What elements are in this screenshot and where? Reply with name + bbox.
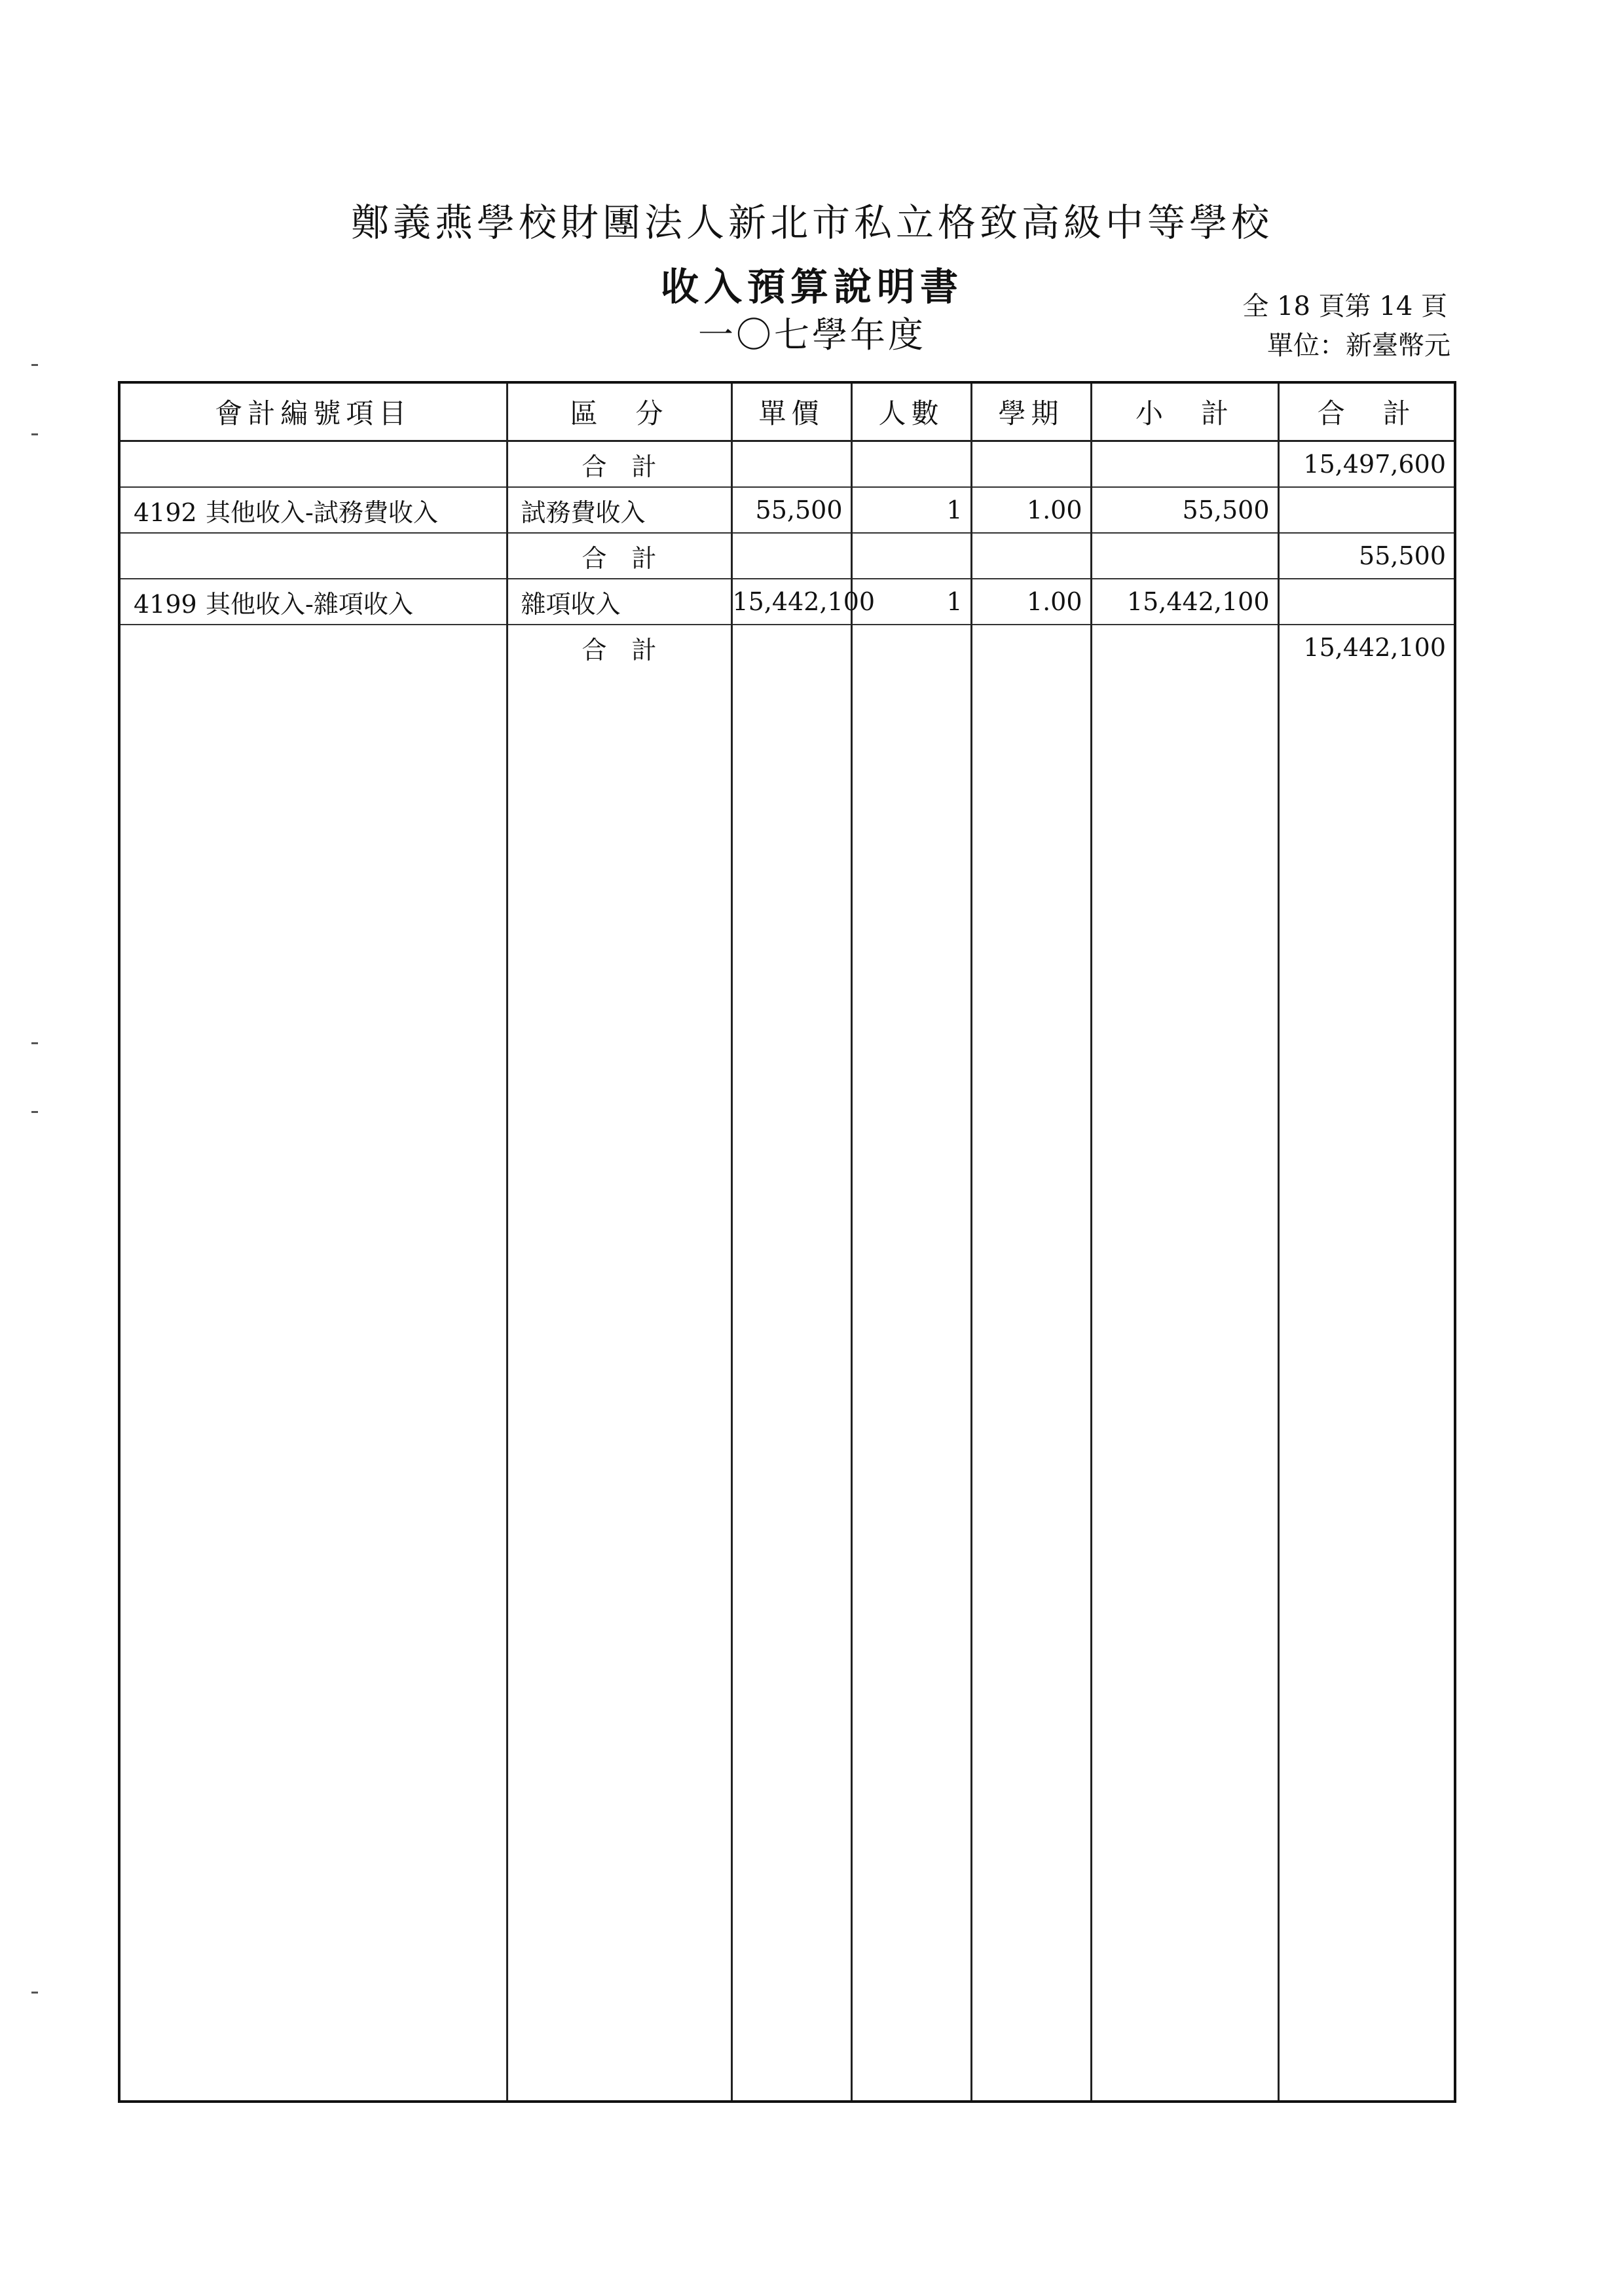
- column-header-total: 合 計: [1278, 384, 1454, 441]
- account-item: 其他收入-試務費收入: [206, 498, 438, 527]
- table-header-row: [120, 384, 1454, 441]
- subtotal-cell: 55,500: [1091, 487, 1278, 533]
- semester-cell: [971, 441, 1091, 488]
- subtotal-cell: [1091, 533, 1278, 579]
- semester-cell: 1.00: [971, 487, 1091, 533]
- category-cell: 試務費收入: [507, 487, 731, 533]
- account-cell: [120, 533, 507, 579]
- school-year: 一〇七學年度: [698, 314, 926, 355]
- scan-mark: [31, 433, 38, 435]
- subtotal-cell: 15,442,100: [1091, 579, 1278, 625]
- table-row: [120, 533, 1454, 579]
- column-header-account: 會計編號項目: [120, 384, 507, 441]
- column-header-category: 區 分: [507, 384, 731, 441]
- subtotal-cell: [1091, 441, 1278, 488]
- table-row: [120, 487, 1454, 533]
- filler-cell: [731, 670, 851, 2100]
- unit-price-cell: 15,442,100: [731, 579, 851, 625]
- category-cell: 合 計: [507, 533, 731, 579]
- column-header-unit-price: 單價: [731, 384, 851, 441]
- account-code: 4192: [134, 498, 197, 527]
- total-cell: [1278, 487, 1454, 533]
- filler-cell: [507, 670, 731, 2100]
- table-row: [120, 625, 1454, 670]
- unit-price-cell: [731, 533, 851, 579]
- account-item: 其他收入-雜項收入: [206, 589, 413, 619]
- unit-price-cell: [731, 625, 851, 670]
- total-cell: 15,497,600: [1278, 441, 1454, 488]
- table-filler-row: [120, 670, 1454, 2100]
- people-cell: 1: [851, 579, 971, 625]
- column-header-people: 人數: [851, 384, 971, 441]
- total-cell: 15,442,100: [1278, 625, 1454, 670]
- filler-cell: [1091, 670, 1278, 2100]
- semester-cell: [971, 625, 1091, 670]
- scan-mark: [31, 1042, 38, 1044]
- scan-mark: [31, 1111, 38, 1113]
- budget-table: [118, 381, 1456, 2103]
- currency-unit: 單位：新臺幣元: [1267, 331, 1450, 361]
- table-row: [120, 441, 1454, 488]
- account-code: 4199: [134, 589, 197, 619]
- account-cell: [120, 579, 507, 625]
- semester-cell: [971, 533, 1091, 579]
- total-cell: [1278, 579, 1454, 625]
- category-cell: 合 計: [507, 441, 731, 488]
- budget-table-grid: [120, 384, 1454, 2100]
- organization-title: 鄭義燕學校財團法人新北市私立格致高級中等學校: [350, 200, 1273, 245]
- account-cell: [120, 487, 507, 533]
- column-header-subtotal: 小 計: [1091, 384, 1278, 441]
- total-cell: 55,500: [1278, 533, 1454, 579]
- unit-price-cell: [731, 441, 851, 488]
- people-cell: [851, 533, 971, 579]
- unit-price-cell: 55,500: [731, 487, 851, 533]
- filler-cell: [1278, 670, 1454, 2100]
- category-cell: 合 計: [507, 625, 731, 670]
- document-title: 收入預算說明書: [660, 264, 963, 309]
- account-cell: [120, 441, 507, 488]
- column-header-semester: 學期: [971, 384, 1091, 441]
- scan-mark: [31, 364, 38, 366]
- filler-cell: [971, 670, 1091, 2100]
- filler-cell: [851, 670, 971, 2100]
- people-cell: [851, 441, 971, 488]
- category-cell: 雜項收入: [507, 579, 731, 625]
- account-cell: [120, 625, 507, 670]
- people-cell: [851, 625, 971, 670]
- subtotal-cell: [1091, 625, 1278, 670]
- scan-mark: [31, 1992, 38, 1994]
- people-cell: 1: [851, 487, 971, 533]
- semester-cell: 1.00: [971, 579, 1091, 625]
- table-row: [120, 579, 1454, 625]
- filler-cell: [120, 670, 507, 2100]
- page-info: 全 18 頁第 14 頁: [1242, 291, 1447, 321]
